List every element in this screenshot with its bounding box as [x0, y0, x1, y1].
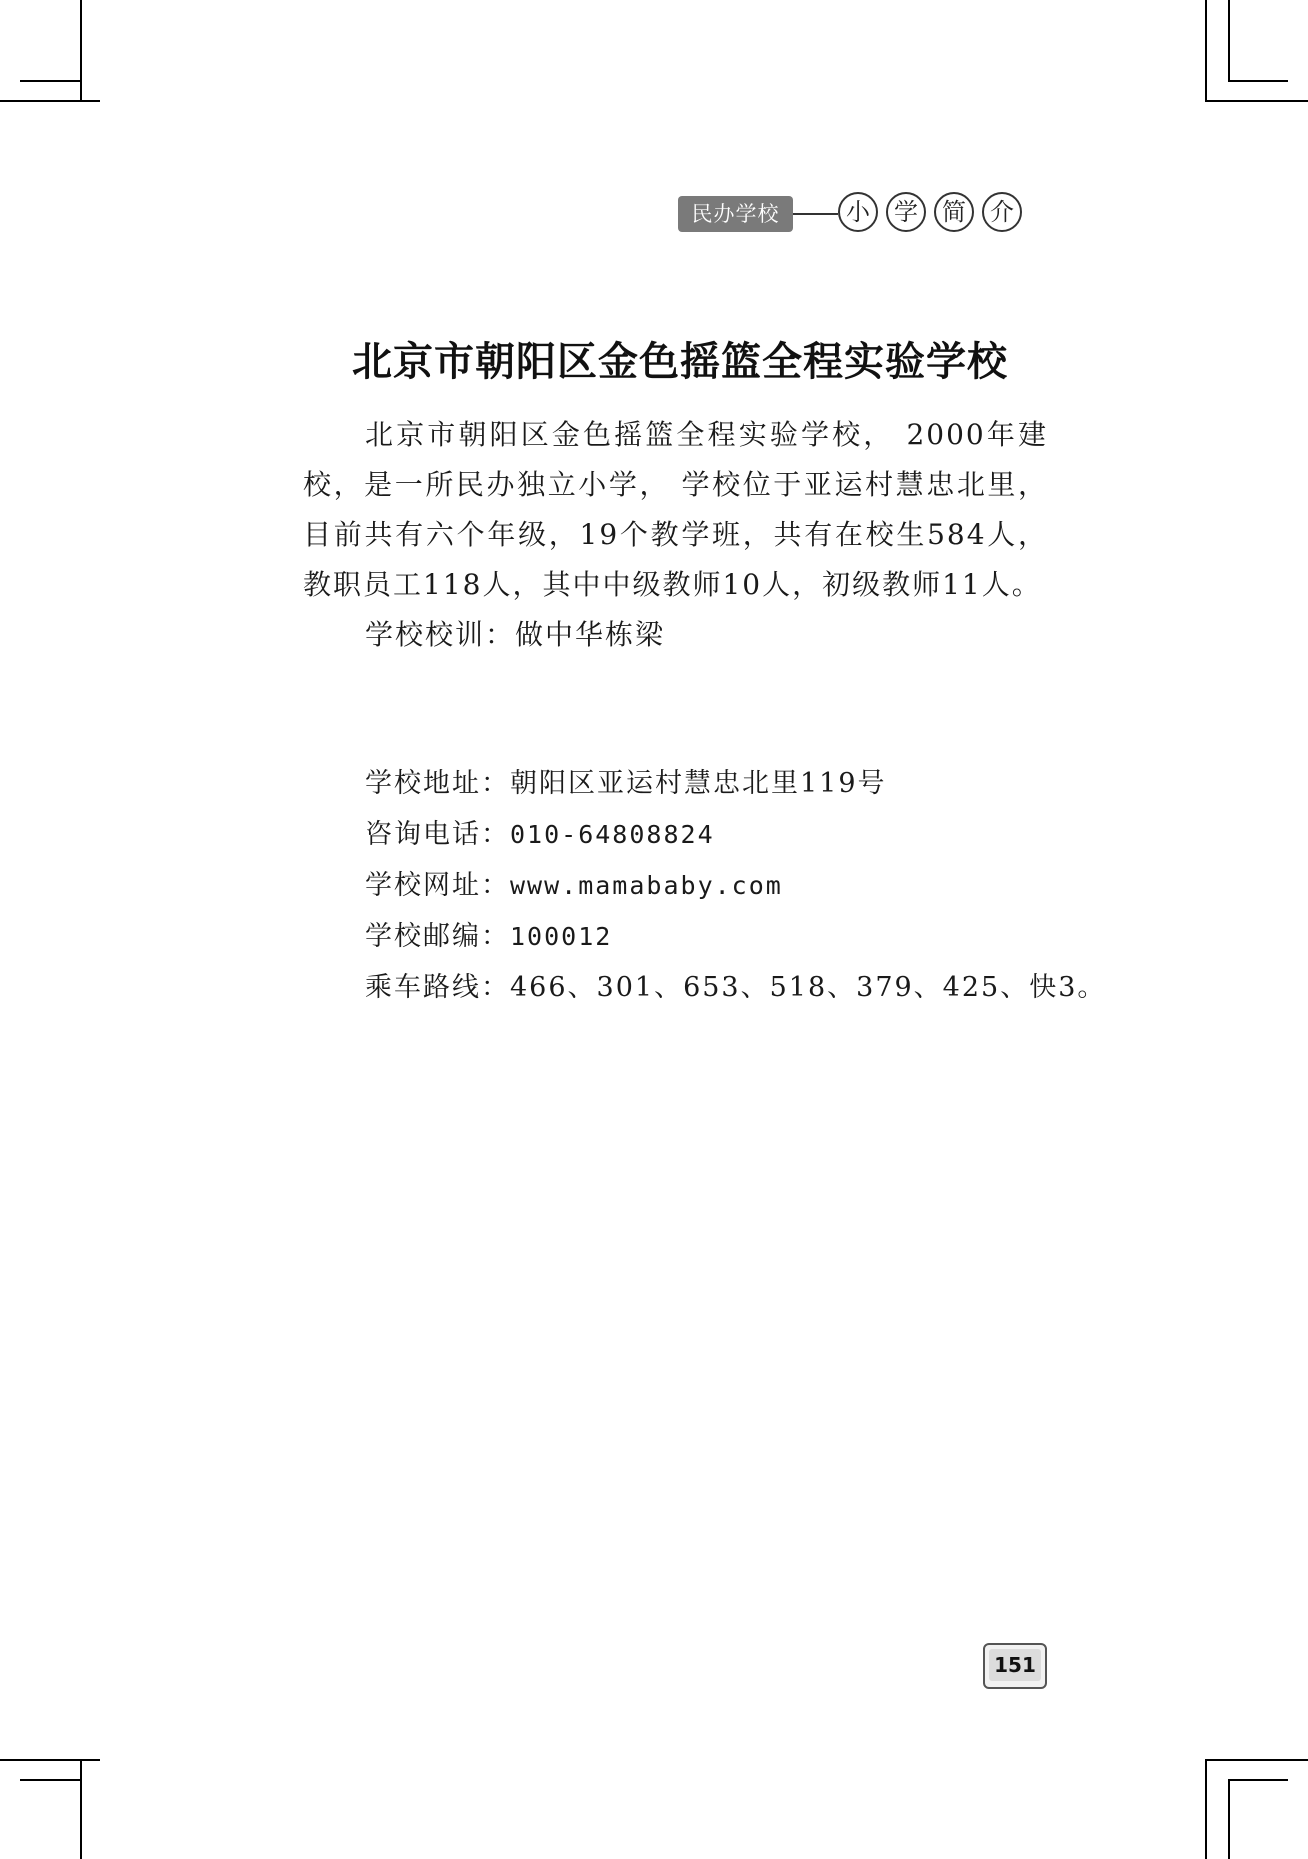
crop-mark [1205, 1759, 1207, 1859]
crop-mark [20, 1779, 80, 1781]
header-connector-line [793, 213, 838, 215]
section-badge: 民办学校 [678, 196, 793, 232]
page-number-badge [983, 1643, 1047, 1689]
running-header [678, 192, 1040, 236]
header-title-char: 学 [886, 192, 926, 232]
info-value: 100012 [510, 922, 613, 951]
crop-mark [0, 100, 100, 102]
school-motto: 学校校训：做中华栋梁 [365, 618, 666, 651]
crop-mark [80, 0, 82, 100]
info-label: 学校地址： [365, 768, 510, 799]
crop-mark [1205, 1759, 1308, 1761]
crop-mark [1228, 1779, 1230, 1859]
header-title [838, 192, 1022, 232]
info-value: 朝阳区亚运村慧忠北里119号 [510, 768, 887, 799]
info-value: 010-64808824 [510, 820, 715, 849]
info-row-bus-routes [365, 962, 1107, 1013]
crop-mark [1228, 1779, 1288, 1781]
crop-mark [1205, 0, 1207, 100]
header-title-char: 简 [934, 192, 974, 232]
info-label: 学校邮编： [365, 921, 510, 952]
crop-mark [1205, 100, 1308, 102]
crop-mark [0, 1759, 100, 1761]
body-text [303, 410, 1048, 660]
info-row-website [365, 860, 1085, 911]
info-row-postcode [365, 911, 1085, 962]
page-number: 151 [989, 1649, 1041, 1681]
info-value: 466、301、653、518、379、425、快3。 [510, 972, 1107, 1003]
info-label: 咨询电话： [365, 819, 510, 850]
crop-mark [1228, 0, 1230, 80]
intro-paragraph: 北京市朝阳区金色摇篮全程实验学校， 2000年建校，是一所民办独立小学， 学校位于亚运村慧忠北里，目前共有六个年级，19个教学班，共有在校生584人，教职员工118人，其中中级教师10人，初级教师11人。 [303, 418, 1048, 601]
crop-mark [1228, 80, 1288, 82]
info-row-address [365, 758, 1085, 809]
info-row-phone [365, 809, 1085, 860]
crop-mark [80, 1759, 82, 1859]
contact-info-list [365, 758, 1107, 1013]
header-title-char: 小 [838, 192, 878, 232]
page-title: 北京市朝阳区金色摇篮全程实验学校 [352, 339, 1008, 385]
info-label: 学校网址： [365, 870, 510, 901]
crop-mark [20, 80, 80, 82]
info-value: www.mamababy.com [510, 871, 783, 900]
info-label: 乘车路线： [365, 972, 510, 1003]
header-title-char: 介 [982, 192, 1022, 232]
